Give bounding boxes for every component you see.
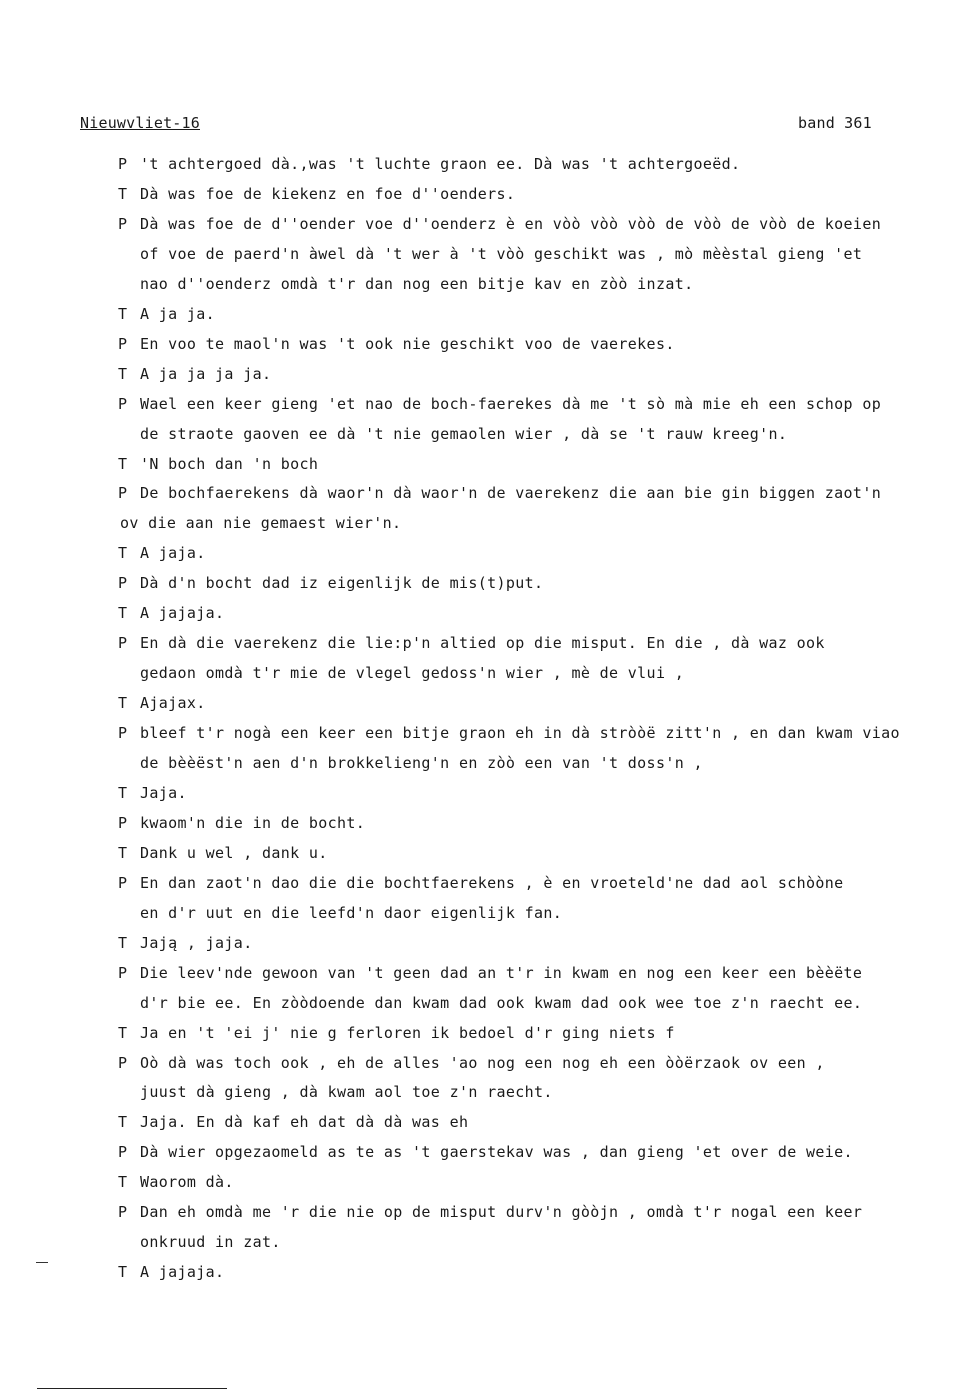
speaker-label: P — [118, 155, 128, 173]
transcript-line: A jajaja. — [140, 1263, 225, 1281]
transcript-line: ov die aan nie gemaest wier'n. — [120, 514, 402, 532]
speaker-label: P — [118, 395, 128, 413]
transcript-line: de bèèëst'n aen d'n brokkelieng'n en zòò een van 't doss'n , — [140, 754, 703, 772]
speaker-label: P — [118, 964, 128, 982]
transcript-line: nao d''oenderz omdà t'r dan nog een bitje kav en zòò inzat. — [140, 275, 694, 293]
speaker-label: T — [118, 844, 128, 862]
location-header: Nieuwvliet-16 — [80, 114, 200, 132]
transcript-line: Dank u wel , dank u. — [140, 844, 328, 862]
transcript-line: A jajaja. — [140, 604, 225, 622]
transcript-line: Ajajax. — [140, 694, 206, 712]
speaker-label: P — [118, 724, 128, 742]
speaker-label: P — [118, 484, 128, 502]
speaker-label: T — [118, 604, 128, 622]
transcript-line: juust dà gieng , dà kwam aol toe z'n raecht. — [140, 1083, 553, 1101]
speaker-label: T — [118, 365, 128, 383]
speaker-label: P — [118, 574, 128, 592]
transcript-line: onkruud in zat. — [140, 1233, 281, 1251]
speaker-label: T — [118, 185, 128, 203]
transcript-line: En voo te maol'n was 't ook nie geschikt voo de vaerekes. — [140, 335, 675, 353]
transcript-line: kwaom'n die in de bocht. — [140, 814, 366, 832]
transcript-line: A ja ja ja ja. — [140, 365, 272, 383]
speaker-label: P — [118, 215, 128, 233]
transcript-line: Dà was foe de d''oender voe d''oenderz è en vòò vòò vòò de vòò de vòò de koeien — [140, 215, 882, 233]
transcript-line: d'r bie ee. En zòòdoende dan kwam dad ook kwam dad ook wee toe z'n raecht ee. — [140, 994, 863, 1012]
transcript-line: Dà d'n bocht dad iz eigenlijk de mis(t)put. — [140, 574, 544, 592]
speaker-label: T — [118, 694, 128, 712]
transcript-line: de straote gaoven ee dà 't nie gemaolen wier , dà se 't rauw kreeg'n. — [140, 425, 788, 443]
footer-rule — [37, 1388, 227, 1389]
transcript-line: Dà was foe de kiekenz en foe d''oenders. — [140, 185, 516, 203]
transcript-line: En dan zaot'n dao die die bochtfaerekens , è en vroeteld'ne dad aol schòòne — [140, 874, 844, 892]
speaker-label: P — [118, 1203, 128, 1221]
speaker-label: P — [118, 1143, 128, 1161]
transcript-line: en d'r uut en die leefd'n daor eigenlijk fan. — [140, 904, 563, 922]
speaker-label: T — [118, 544, 128, 562]
speaker-label: P — [118, 634, 128, 652]
speaker-label: P — [118, 874, 128, 892]
transcript-line: Jaja. — [140, 784, 187, 802]
transcript-line: 'N boch dan 'n boch — [140, 455, 319, 473]
transcript-line: Waorom dà. — [140, 1173, 234, 1191]
transcript-line: Dan eh omdà me 'r die nie op de misput durv'n gòòjn , omdà t'r nogal een keer — [140, 1203, 863, 1221]
transcript-line: Wael een keer gieng 'et nao de boch-faerekes dà me 't sò mà mie eh een schop op — [140, 395, 882, 413]
speaker-label: T — [118, 934, 128, 952]
speaker-label: T — [118, 1113, 128, 1131]
speaker-label: T — [118, 1263, 128, 1281]
transcript-line: Jaja. En dà kaf eh dat dà dà was eh — [140, 1113, 469, 1131]
speaker-label: P — [118, 814, 128, 832]
speaker-label: P — [118, 1054, 128, 1072]
margin-mark — [36, 1262, 48, 1263]
transcript-line: Die leev'nde gewoon van 't geen dad an t'r in kwam en nog een keer een bèèëte — [140, 964, 863, 982]
transcript-line: Dà wier opgezaomeld as te as 't gaerstekav was , dan gieng 'et over de weie. — [140, 1143, 853, 1161]
speaker-label: T — [118, 455, 128, 473]
transcript-line: Oò dà was toch ook , eh de alles 'ao nog een nog eh een òòërzaok ov een , — [140, 1054, 825, 1072]
speaker-label: T — [118, 784, 128, 802]
transcript-line: Jają , jaja. — [140, 934, 253, 952]
transcript-line: Ja en 't 'ei j' nie g ferloren ik bedoel d'r ging niets f — [140, 1024, 675, 1042]
transcript-line: bleef t'r nogà een keer een bitje graon eh in dà stròòë zitt'n , en dan kwam viao — [140, 724, 900, 742]
transcript-line: gedaon omdà t'r mie de vlegel gedoss'n wier , mè de vlui , — [140, 664, 685, 682]
transcript-line: A jaja. — [140, 544, 206, 562]
transcript-line: De bochfaerekens dà waor'n dà waor'n de vaerekenz die aan bie gin biggen zaot'n — [140, 484, 882, 502]
transcript-line: of voe de paerd'n àwel dà 't wer à 't vòò geschikt was , mò mèèstal gieng 'et — [140, 245, 863, 263]
speaker-label: T — [118, 1173, 128, 1191]
transcript-line: 't achtergoed dà.,was 't luchte graon ee. Dà was 't achtergoeëd. — [140, 155, 741, 173]
speaker-label: T — [118, 305, 128, 323]
speaker-label: P — [118, 335, 128, 353]
transcript-line: En dà die vaerekenz die lie:p'n altied op die misput. En die , dà waz ook — [140, 634, 825, 652]
transcript-line: A ja ja. — [140, 305, 216, 323]
speaker-label: T — [118, 1024, 128, 1042]
tape-number: band 361 — [798, 114, 872, 132]
